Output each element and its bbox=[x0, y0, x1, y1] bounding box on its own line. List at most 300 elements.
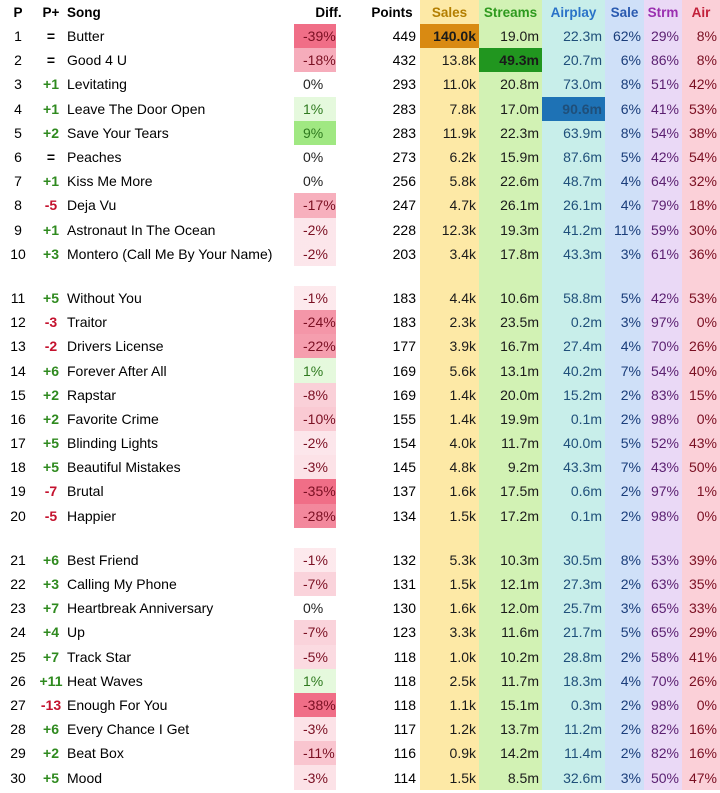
cell-change: +7 bbox=[43, 648, 59, 665]
cell-song: Beat Box bbox=[67, 745, 124, 762]
cell-streams: 22.3m bbox=[479, 121, 542, 145]
cell-streams: 11.6m bbox=[479, 620, 542, 644]
cell-position: 14 bbox=[10, 362, 26, 379]
cell-points: 228 bbox=[392, 221, 416, 238]
cell-stream-share: 41% bbox=[644, 97, 682, 121]
cell-song: Butter bbox=[67, 28, 105, 45]
cell-air-share: 15% bbox=[682, 383, 720, 407]
cell-diff: -2% bbox=[293, 218, 364, 242]
cell-diff: -3% bbox=[293, 455, 364, 479]
cell-song: Traitor bbox=[67, 314, 107, 331]
cell-points: 432 bbox=[392, 52, 416, 69]
cell-song: Heartbreak Anniversary bbox=[67, 600, 214, 617]
cell-air-share: 43% bbox=[682, 431, 720, 455]
cell-sales: 3.4k bbox=[420, 242, 479, 266]
cell-position: 6 bbox=[14, 149, 22, 166]
cell-airplay: 0.3m bbox=[542, 693, 605, 717]
cell-airplay: 63.9m bbox=[542, 121, 605, 145]
cell-stream-share: 65% bbox=[644, 620, 682, 644]
table-row bbox=[0, 455, 720, 479]
cell-points: 123 bbox=[392, 624, 416, 641]
spacer-cell bbox=[36, 266, 66, 286]
cell-sales: 3.9k bbox=[420, 334, 479, 358]
cell-airplay: 18.3m bbox=[542, 669, 605, 693]
cell-streams: 19.0m bbox=[479, 24, 542, 48]
cell-song: Best Friend bbox=[67, 551, 139, 568]
cell-diff: 9% bbox=[293, 121, 364, 145]
header-air-share: Air bbox=[682, 0, 720, 24]
cell-change: +5 bbox=[43, 769, 59, 786]
table-row bbox=[0, 242, 720, 266]
cell-sale-share: 3% bbox=[605, 242, 644, 266]
cell-diff: 1% bbox=[293, 97, 364, 121]
cell-diff: 0% bbox=[303, 149, 324, 166]
cell-stream-share: 64% bbox=[644, 169, 682, 193]
cell-sale-share: 4% bbox=[605, 169, 644, 193]
cell-change: +5 bbox=[43, 289, 59, 306]
cell-air-share: 38% bbox=[682, 121, 720, 145]
cell-points: 203 bbox=[392, 245, 416, 262]
cell-air-share: 8% bbox=[682, 48, 720, 72]
cell-position: 22 bbox=[10, 576, 26, 593]
spacer-cell bbox=[293, 266, 364, 286]
cell-airplay: 48.7m bbox=[542, 169, 605, 193]
cell-song: Leave The Door Open bbox=[67, 100, 206, 117]
cell-position: 2 bbox=[14, 52, 22, 69]
cell-song: Calling My Phone bbox=[67, 576, 177, 593]
cell-sales: 1.4k bbox=[420, 383, 479, 407]
cell-streams: 13.1m bbox=[479, 358, 542, 382]
cell-points: 116 bbox=[393, 745, 416, 762]
cell-points: 118 bbox=[393, 696, 416, 713]
cell-song: Happier bbox=[67, 507, 117, 524]
cell-airplay: 73.0m bbox=[542, 72, 605, 96]
spacer-cell bbox=[364, 528, 420, 548]
cell-streams: 19.3m bbox=[479, 218, 542, 242]
spacer-cell bbox=[682, 528, 720, 548]
cell-song: Save Your Tears bbox=[67, 124, 169, 141]
cell-change: = bbox=[46, 149, 56, 166]
cell-points: 283 bbox=[392, 100, 416, 117]
cell-points: 114 bbox=[393, 769, 416, 786]
cell-stream-share: 98% bbox=[644, 407, 682, 431]
cell-stream-share: 52% bbox=[644, 431, 682, 455]
cell-sale-share: 2% bbox=[605, 407, 644, 431]
cell-diff: -2% bbox=[293, 242, 364, 266]
cell-points: 273 bbox=[392, 149, 416, 166]
spacer-cell bbox=[36, 528, 66, 548]
cell-change: -3 bbox=[44, 314, 58, 331]
cell-diff: 0% bbox=[303, 173, 324, 190]
cell-airplay: 40.2m bbox=[542, 358, 605, 382]
cell-air-share: 35% bbox=[682, 572, 720, 596]
cell-diff: -22% bbox=[293, 334, 364, 358]
table-row bbox=[0, 572, 720, 596]
header-points: Points bbox=[371, 4, 413, 20]
cell-song: Track Star bbox=[67, 648, 132, 665]
cell-diff: -35% bbox=[293, 479, 364, 503]
cell-position: 21 bbox=[10, 551, 26, 568]
cell-stream-share: 70% bbox=[644, 334, 682, 358]
cell-position: 17 bbox=[10, 435, 26, 452]
cell-stream-share: 86% bbox=[644, 48, 682, 72]
cell-sale-share: 2% bbox=[605, 741, 644, 765]
cell-sales: 1.2k bbox=[420, 717, 479, 741]
cell-position: 28 bbox=[10, 721, 26, 738]
cell-streams: 20.0m bbox=[479, 383, 542, 407]
cell-sales: 4.4k bbox=[420, 286, 479, 310]
cell-position: 11 bbox=[10, 289, 26, 306]
table-row bbox=[0, 693, 720, 717]
leader-highlight-cell: 49.3m bbox=[479, 48, 542, 72]
cell-change: +2 bbox=[43, 745, 59, 762]
table-row bbox=[0, 504, 720, 528]
cell-points: 283 bbox=[392, 124, 416, 141]
cell-air-share: 16% bbox=[682, 741, 720, 765]
cell-sale-share: 2% bbox=[605, 504, 644, 528]
cell-position: 8 bbox=[14, 197, 22, 214]
cell-diff: -10% bbox=[293, 407, 364, 431]
cell-diff: -1% bbox=[293, 548, 364, 572]
cell-sale-share: 4% bbox=[605, 193, 644, 217]
table-row bbox=[0, 645, 720, 669]
cell-sale-share: 6% bbox=[605, 97, 644, 121]
cell-airplay: 30.5m bbox=[542, 548, 605, 572]
cell-sales: 1.5k bbox=[420, 572, 479, 596]
spacer-cell bbox=[605, 528, 644, 548]
cell-sale-share: 4% bbox=[605, 334, 644, 358]
cell-sale-share: 5% bbox=[605, 620, 644, 644]
cell-position: 3 bbox=[14, 76, 22, 93]
cell-sale-share: 3% bbox=[605, 310, 644, 334]
cell-change: +6 bbox=[43, 551, 59, 568]
cell-sale-share: 4% bbox=[605, 669, 644, 693]
table-row bbox=[0, 620, 720, 644]
cell-stream-share: 50% bbox=[644, 765, 682, 789]
cell-position: 25 bbox=[10, 648, 26, 665]
cell-points: 449 bbox=[392, 28, 416, 45]
table-row bbox=[0, 548, 720, 572]
cell-airplay: 15.2m bbox=[542, 383, 605, 407]
cell-airplay: 32.6m bbox=[542, 765, 605, 789]
cell-diff: -1% bbox=[293, 286, 364, 310]
cell-song: Heat Waves bbox=[67, 672, 143, 689]
cell-sale-share: 2% bbox=[605, 383, 644, 407]
cell-sale-share: 7% bbox=[605, 358, 644, 382]
cell-airplay: 26.1m bbox=[542, 193, 605, 217]
leader-highlight-cell: 140.0k bbox=[420, 24, 479, 48]
cell-streams: 22.6m bbox=[479, 169, 542, 193]
spacer-cell bbox=[682, 266, 720, 286]
cell-diff: -3% bbox=[293, 765, 364, 789]
table-row bbox=[0, 669, 720, 693]
table-row bbox=[0, 717, 720, 741]
cell-airplay: 40.0m bbox=[542, 431, 605, 455]
cell-change: +5 bbox=[43, 459, 59, 476]
header-diff: Diff. bbox=[315, 4, 342, 20]
cell-change: +3 bbox=[43, 576, 59, 593]
cell-airplay: 11.2m bbox=[542, 717, 605, 741]
cell-sale-share: 2% bbox=[605, 693, 644, 717]
cell-airplay: 11.4m bbox=[542, 741, 605, 765]
cell-change: +1 bbox=[43, 173, 59, 190]
cell-position: 16 bbox=[10, 410, 26, 427]
cell-streams: 14.2m bbox=[479, 741, 542, 765]
cell-sales: 5.8k bbox=[420, 169, 479, 193]
cell-stream-share: 51% bbox=[644, 72, 682, 96]
table-row bbox=[0, 741, 720, 765]
cell-diff: 1% bbox=[293, 358, 364, 382]
cell-airplay: 0.6m bbox=[542, 479, 605, 503]
cell-sales: 1.4k bbox=[420, 407, 479, 431]
cell-stream-share: 63% bbox=[644, 572, 682, 596]
spacer-cell bbox=[0, 266, 36, 286]
cell-position: 5 bbox=[14, 124, 22, 141]
cell-stream-share: 54% bbox=[644, 121, 682, 145]
header-row bbox=[0, 0, 720, 24]
cell-sale-share: 3% bbox=[605, 596, 644, 620]
spacer-cell bbox=[66, 266, 293, 286]
spacer-cell bbox=[0, 528, 36, 548]
cell-song: Good 4 U bbox=[67, 52, 127, 69]
table-row bbox=[0, 383, 720, 407]
cell-song: Mood bbox=[67, 769, 103, 786]
cell-position: 10 bbox=[10, 245, 26, 262]
cell-points: 177 bbox=[392, 338, 416, 355]
table-row bbox=[0, 193, 720, 217]
cell-airplay: 21.7m bbox=[542, 620, 605, 644]
cell-sale-share: 2% bbox=[605, 479, 644, 503]
table-body bbox=[0, 24, 720, 790]
cell-diff: -38% bbox=[293, 693, 364, 717]
cell-diff: 0% bbox=[303, 76, 324, 93]
cell-diff: -2% bbox=[293, 431, 364, 455]
cell-sales: 1.0k bbox=[420, 645, 479, 669]
cell-stream-share: 97% bbox=[644, 310, 682, 334]
cell-change: +1 bbox=[43, 76, 59, 93]
cell-airplay: 0.1m bbox=[542, 407, 605, 431]
cell-points: 169 bbox=[392, 386, 416, 403]
cell-change: -5 bbox=[44, 507, 58, 524]
cell-diff: 1% bbox=[293, 669, 364, 693]
cell-sale-share: 8% bbox=[605, 121, 644, 145]
cell-song: Forever After All bbox=[67, 362, 167, 379]
cell-streams: 15.1m bbox=[479, 693, 542, 717]
cell-sales: 1.5k bbox=[420, 504, 479, 528]
cell-stream-share: 58% bbox=[644, 645, 682, 669]
header-streams: Streams bbox=[479, 0, 542, 24]
spacer-cell bbox=[364, 266, 420, 286]
cell-sales: 4.7k bbox=[420, 193, 479, 217]
spacer-cell bbox=[479, 528, 542, 548]
cell-change: -13 bbox=[40, 696, 62, 713]
table-row bbox=[0, 72, 720, 96]
cell-sales: 11.0k bbox=[420, 72, 479, 96]
cell-diff: 0% bbox=[303, 600, 324, 617]
cell-stream-share: 29% bbox=[644, 24, 682, 48]
spacer-cell bbox=[542, 528, 605, 548]
cell-points: 118 bbox=[393, 672, 416, 689]
cell-stream-share: 98% bbox=[644, 693, 682, 717]
cell-points: 134 bbox=[392, 507, 416, 524]
cell-air-share: 29% bbox=[682, 620, 720, 644]
spacer-cell bbox=[420, 266, 479, 286]
cell-song: Brutal bbox=[67, 483, 104, 500]
cell-points: 137 bbox=[392, 483, 416, 500]
header-airplay: Airplay bbox=[542, 0, 605, 24]
cell-song: Deja Vu bbox=[67, 197, 117, 214]
cell-diff: -8% bbox=[293, 383, 364, 407]
cell-change: -5 bbox=[44, 197, 58, 214]
cell-streams: 8.5m bbox=[479, 765, 542, 789]
cell-change: = bbox=[46, 28, 56, 45]
cell-sales: 3.3k bbox=[420, 620, 479, 644]
cell-air-share: 30% bbox=[682, 218, 720, 242]
cell-air-share: 39% bbox=[682, 548, 720, 572]
cell-change: +5 bbox=[43, 435, 59, 452]
cell-sale-share: 5% bbox=[605, 431, 644, 455]
leader-highlight-cell: 90.6m bbox=[542, 97, 605, 121]
cell-sale-share: 8% bbox=[605, 72, 644, 96]
cell-song: Montero (Call Me By Your Name) bbox=[67, 245, 273, 262]
cell-song: Levitating bbox=[67, 76, 127, 93]
cell-air-share: 1% bbox=[682, 479, 720, 503]
group-spacer bbox=[0, 528, 720, 548]
cell-stream-share: 82% bbox=[644, 741, 682, 765]
table-row bbox=[0, 596, 720, 620]
cell-stream-share: 42% bbox=[644, 286, 682, 310]
table-row bbox=[0, 48, 720, 72]
cell-sales: 5.3k bbox=[420, 548, 479, 572]
cell-air-share: 54% bbox=[682, 145, 720, 169]
cell-change: = bbox=[46, 52, 56, 69]
cell-song: Blinding Lights bbox=[67, 435, 159, 452]
cell-points: 247 bbox=[392, 197, 416, 214]
cell-song: Every Chance I Get bbox=[67, 721, 190, 738]
cell-points: 130 bbox=[392, 600, 416, 617]
cell-sales: 2.5k bbox=[420, 669, 479, 693]
cell-streams: 10.2m bbox=[479, 645, 542, 669]
cell-position: 7 bbox=[14, 173, 22, 190]
cell-stream-share: 83% bbox=[644, 383, 682, 407]
cell-sales: 11.9k bbox=[420, 121, 479, 145]
cell-sale-share: 11% bbox=[605, 218, 644, 242]
cell-streams: 12.0m bbox=[479, 596, 542, 620]
cell-song: Favorite Crime bbox=[67, 410, 159, 427]
table-row bbox=[0, 97, 720, 121]
spacer-cell bbox=[293, 528, 364, 548]
cell-streams: 19.9m bbox=[479, 407, 542, 431]
table-row bbox=[0, 169, 720, 193]
cell-position: 12 bbox=[10, 314, 26, 331]
table-row bbox=[0, 358, 720, 382]
cell-stream-share: 53% bbox=[644, 548, 682, 572]
cell-sales: 7.8k bbox=[420, 97, 479, 121]
cell-sale-share: 6% bbox=[605, 48, 644, 72]
cell-stream-share: 79% bbox=[644, 193, 682, 217]
cell-points: 155 bbox=[392, 410, 416, 427]
cell-sales: 1.6k bbox=[420, 596, 479, 620]
cell-points: 169 bbox=[392, 362, 416, 379]
cell-airplay: 43.3m bbox=[542, 455, 605, 479]
cell-airplay: 27.3m bbox=[542, 572, 605, 596]
header-song: Song bbox=[67, 4, 101, 20]
cell-airplay: 58.8m bbox=[542, 286, 605, 310]
cell-song: Without You bbox=[67, 289, 142, 306]
cell-position: 13 bbox=[10, 338, 26, 355]
cell-streams: 17.8m bbox=[479, 242, 542, 266]
cell-change: +7 bbox=[43, 600, 59, 617]
spacer-cell bbox=[420, 528, 479, 548]
cell-position: 26 bbox=[10, 672, 26, 689]
cell-song: Astronaut In The Ocean bbox=[67, 221, 216, 238]
cell-airplay: 22.3m bbox=[542, 24, 605, 48]
spacer-cell bbox=[66, 528, 293, 548]
cell-change: +2 bbox=[43, 410, 59, 427]
cell-streams: 15.9m bbox=[479, 145, 542, 169]
cell-change: +1 bbox=[43, 221, 59, 238]
cell-change: +2 bbox=[43, 386, 59, 403]
cell-song: Drivers License bbox=[67, 338, 164, 355]
cell-points: 118 bbox=[393, 648, 416, 665]
cell-airplay: 25.7m bbox=[542, 596, 605, 620]
cell-sale-share: 8% bbox=[605, 548, 644, 572]
spacer-cell bbox=[644, 266, 682, 286]
cell-streams: 17.0m bbox=[479, 97, 542, 121]
cell-diff: -17% bbox=[293, 193, 364, 217]
cell-diff: -28% bbox=[293, 504, 364, 528]
cell-air-share: 36% bbox=[682, 242, 720, 266]
cell-sales: 1.1k bbox=[420, 693, 479, 717]
cell-air-share: 8% bbox=[682, 24, 720, 48]
cell-points: 154 bbox=[392, 435, 416, 452]
cell-sale-share: 3% bbox=[605, 765, 644, 789]
cell-sales: 1.5k bbox=[420, 765, 479, 789]
cell-points: 256 bbox=[392, 173, 416, 190]
cell-air-share: 0% bbox=[682, 693, 720, 717]
cell-stream-share: 98% bbox=[644, 504, 682, 528]
cell-air-share: 41% bbox=[682, 645, 720, 669]
cell-song: Beautiful Mistakes bbox=[67, 459, 181, 476]
table-row bbox=[0, 145, 720, 169]
table-row bbox=[0, 218, 720, 242]
cell-air-share: 40% bbox=[682, 358, 720, 382]
cell-air-share: 16% bbox=[682, 717, 720, 741]
cell-sale-share: 5% bbox=[605, 286, 644, 310]
cell-sale-share: 2% bbox=[605, 572, 644, 596]
cell-change: +3 bbox=[43, 245, 59, 262]
cell-sales: 12.3k bbox=[420, 218, 479, 242]
cell-song: Kiss Me More bbox=[67, 173, 153, 190]
header-position: P bbox=[13, 4, 23, 20]
cell-points: 183 bbox=[392, 314, 416, 331]
cell-song: Peaches bbox=[67, 149, 122, 166]
cell-sale-share: 2% bbox=[605, 717, 644, 741]
cell-sale-share: 7% bbox=[605, 455, 644, 479]
cell-position: 9 bbox=[14, 221, 22, 238]
cell-streams: 16.7m bbox=[479, 334, 542, 358]
cell-points: 183 bbox=[392, 289, 416, 306]
cell-sales: 2.3k bbox=[420, 310, 479, 334]
cell-points: 293 bbox=[392, 76, 416, 93]
cell-diff: -5% bbox=[293, 645, 364, 669]
cell-position: 19 bbox=[10, 483, 26, 500]
cell-position: 27 bbox=[10, 696, 26, 713]
cell-sale-share: 62% bbox=[605, 24, 644, 48]
cell-streams: 13.7m bbox=[479, 717, 542, 741]
cell-diff: -24% bbox=[293, 310, 364, 334]
cell-position: 20 bbox=[10, 507, 26, 524]
